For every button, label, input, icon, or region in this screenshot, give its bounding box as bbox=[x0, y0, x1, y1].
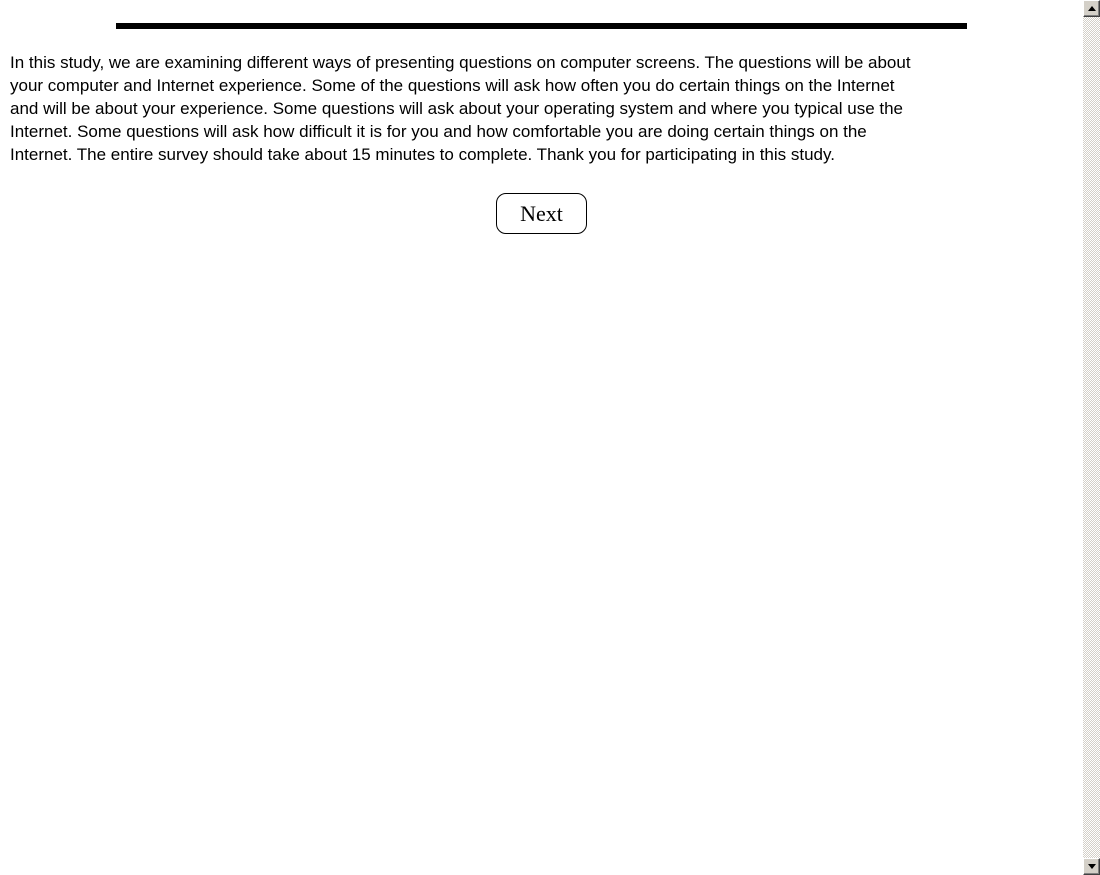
intro-line: your computer and Internet experience. Some of the questions will ask how often you do certain things on the Internet bbox=[10, 76, 895, 95]
scroll-up-button[interactable] bbox=[1083, 0, 1100, 17]
button-row bbox=[0, 193, 1083, 234]
intro-line: Internet. Some questions will ask how difficult it is for you and how comfortable you are doing certain things on the bbox=[10, 122, 867, 141]
scroll-down-button[interactable] bbox=[1083, 858, 1100, 875]
scroll-down-icon bbox=[1088, 864, 1096, 869]
intro-line: Internet. The entire survey should take about 15 minutes to complete. Thank you for participating in this study. bbox=[10, 145, 835, 164]
scrollbar-track[interactable] bbox=[1083, 17, 1100, 858]
intro-paragraph bbox=[10, 51, 1073, 166]
intro-line: In this study, we are examining different ways of presenting questions on computer screens. The questions will be about bbox=[10, 53, 911, 72]
next-button[interactable]: Next bbox=[496, 193, 587, 234]
intro-line: and will be about your experience. Some questions will ask about your operating system and where you typical use the bbox=[10, 99, 904, 118]
top-divider bbox=[116, 23, 967, 29]
vertical-scrollbar[interactable] bbox=[1083, 0, 1100, 875]
scroll-up-icon bbox=[1088, 6, 1096, 11]
